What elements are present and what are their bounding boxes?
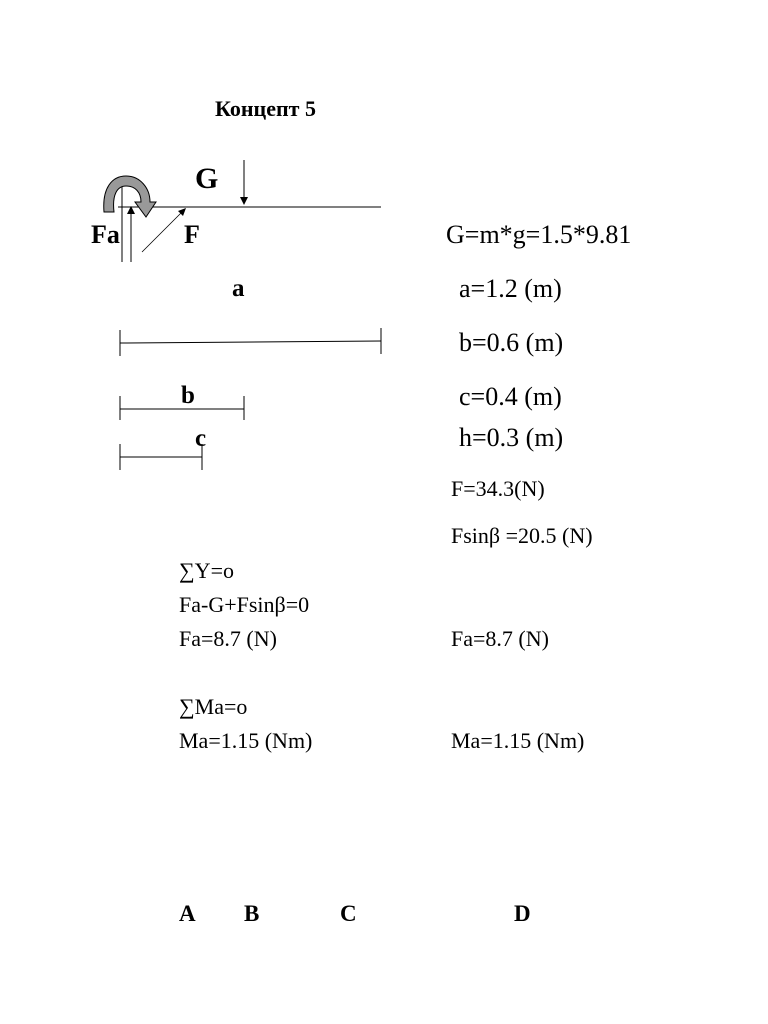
given-f: F=34.3(N) xyxy=(451,476,545,501)
force-f-shaft xyxy=(142,212,182,252)
label-fa: Fa xyxy=(91,220,120,249)
given-a: a=1.2 (m) xyxy=(459,274,562,303)
answer-ma: Ma=1.15 (Nm) xyxy=(451,728,585,753)
solution-fa: Fa=8.7 (N) xyxy=(179,626,277,651)
answer-fa: Fa=8.7 (N) xyxy=(451,626,549,651)
label-b: b xyxy=(181,382,195,409)
given-h: h=0.3 (m) xyxy=(459,423,564,452)
given-g: G=m*g=1.5*9.81 xyxy=(446,220,632,249)
label-g: G xyxy=(195,162,219,195)
solution-sum-y: ∑Y=o xyxy=(179,558,234,583)
solution-sum-ma: ∑Ma=o xyxy=(179,694,248,719)
option-b[interactable]: B xyxy=(244,901,260,926)
label-a: a xyxy=(232,275,245,302)
force-g-arrowhead xyxy=(240,197,248,205)
page-title: Концепт 5 xyxy=(215,96,316,121)
given-c: c=0.4 (m) xyxy=(459,382,562,411)
label-c: c xyxy=(195,425,207,452)
given-fsin: Fsinβ =20.5 (N) xyxy=(451,523,593,548)
label-f: F xyxy=(184,220,200,249)
solution-ma: Ma=1.15 (Nm) xyxy=(179,728,313,753)
given-b: b=0.6 (m) xyxy=(459,328,564,357)
option-c[interactable]: C xyxy=(340,901,357,926)
solution-eq-y: Fa-G+Fsinβ=0 xyxy=(179,592,310,617)
dimension-a-line xyxy=(120,341,381,343)
option-d[interactable]: D xyxy=(514,901,531,926)
option-a[interactable]: A xyxy=(179,901,196,926)
